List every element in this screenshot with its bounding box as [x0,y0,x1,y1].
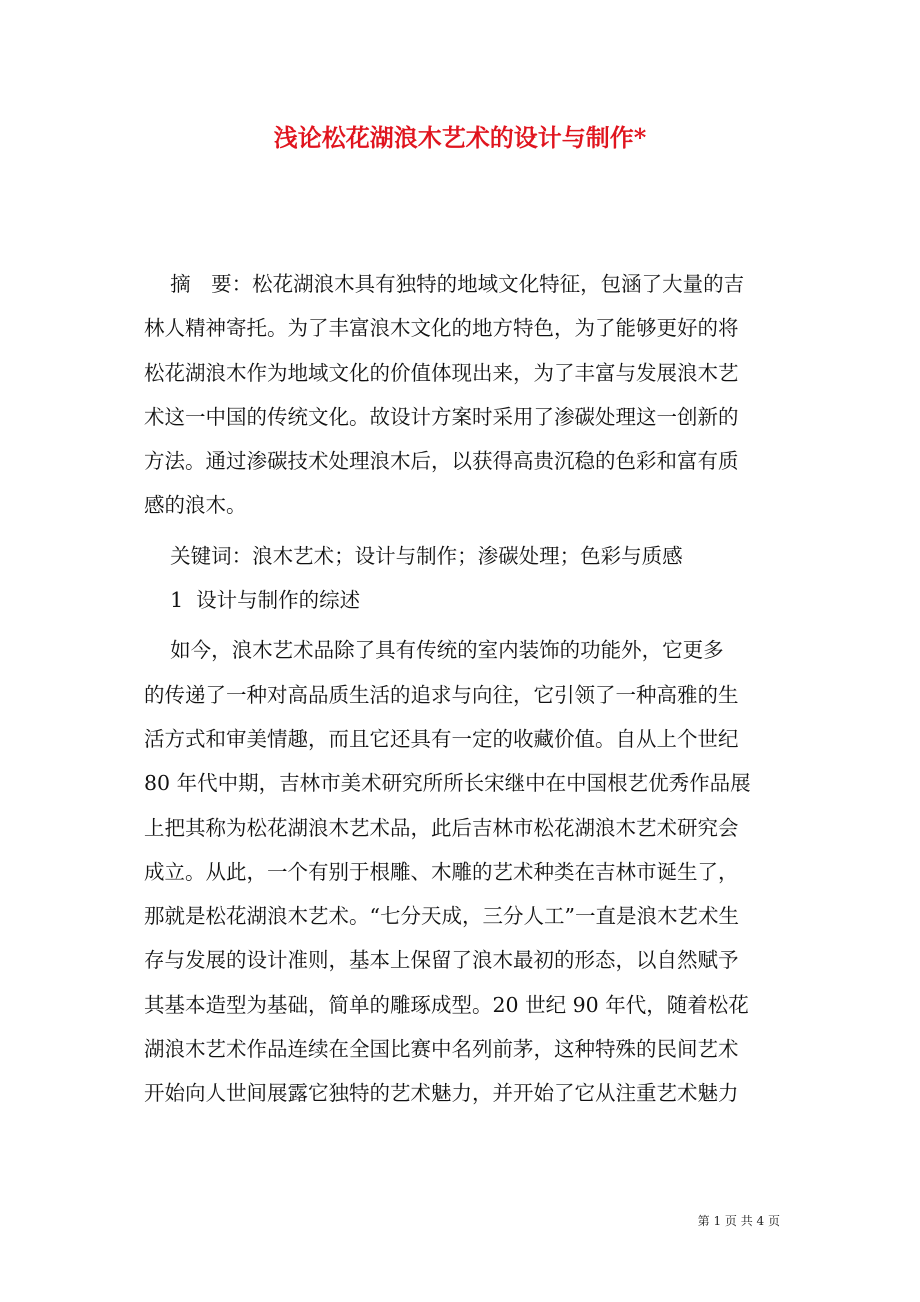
paragraph-line: 其基本造型为基础，简单的雕琢成型。20 世纪 90 年代，随着松花 [144,992,749,1017]
abstract-line: 术这一中国的传统文化。故设计方案时采用了渗碳处理这一创新的 [144,404,739,429]
abstract-line: 方法。通过渗碳技术处理浪木后，以获得高贵沉稳的色彩和富有质 [144,449,739,474]
abstract-line: 林人精神寄托。为了丰富浪木文化的地方特色，为了能够更好的将 [144,316,739,341]
paragraph-line: 开始向人世间展露它独特的艺术魅力，并开始了它从注重艺术魅力 [144,1081,739,1106]
page-footer: 第 1 页 共 4 页 [697,1214,780,1228]
abstract-line: 感的浪木。 [144,493,247,518]
paragraph-line: 成立。从此，一个有别于根雕、木雕的艺术种类在吉林市诞生了， [144,859,739,884]
abstract-line: 松花湖浪木作为地域文化的价值体现出来，为了丰富与发展浪木艺 [144,360,739,385]
paragraph-line: 活方式和审美情趣，而且它还具有一定的收藏价值。自从上个世纪 [144,726,739,751]
document-title: 浅论松花湖浪木艺术的设计与制作* [273,123,647,152]
document-body [144,262,780,1116]
abstract-line: 摘 要：松花湖浪木具有独特的地域文化特征，包涵了大量的吉 [144,272,745,296]
paragraph-line: 的传递了一种对高品质生活的追求与向往，它引领了一种高雅的生 [144,682,739,707]
keywords-line: 关键词：浪木艺术；设计与制作；渗碳处理；色彩与质感 [144,543,683,568]
paragraph-line: 湖浪木艺术作品连续在全国比赛中名列前茅，这种特殊的民间艺术 [144,1037,739,1062]
paragraph-line: 存与发展的设计准则，基本上保留了浪木最初的形态，以自然赋予 [144,948,739,973]
section-heading: 1 设计与制作的综述 [144,588,361,613]
paragraph-line: 80 年代中期，吉林市美术研究所所长宋继中在中国根艺优秀作品展 [144,771,751,796]
paragraph-line: 如今，浪木艺术品除了具有传统的室内装饰的功能外，它更多 [144,638,724,663]
paragraph-line: 上把其称为松花湖浪木艺术品，此后吉林市松花湖浪木艺术研究会 [144,815,739,840]
paragraph-line: 那就是松花湖浪木艺术。“七分天成，三分人工”一直是浪木艺术生 [144,904,739,929]
